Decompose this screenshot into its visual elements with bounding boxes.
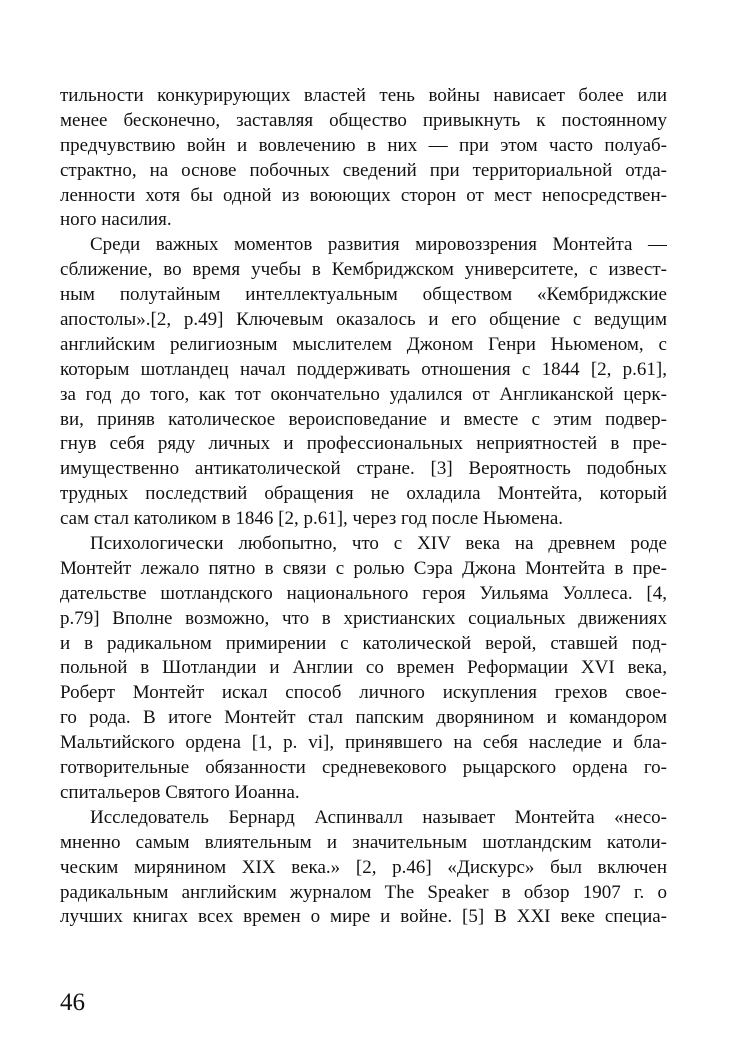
text-line: гнув себя ряду личных и профессиональных неприятностей в пре- — [60, 433, 667, 455]
text-line: дательстве шотландского национального героя Уильяма Уоллеса. [4, — [60, 582, 667, 604]
text-line: английским религиозным мыслителем Джоном Генри Ньюменом, с — [60, 333, 667, 355]
text-line: которым шотландец начал поддерживать отношения с 1844 [2, p.61], — [60, 358, 667, 380]
paragraph-4 — [60, 806, 667, 930]
text-line: ческим мирянином XIX века.» [2, p.46] «Дискурс» был включен — [60, 856, 667, 878]
text-line: предчувствию войн и вовлечению в них — при этом часто полуаб- — [60, 134, 667, 156]
text-line: го рода. В итоге Монтейт стал папским дворянином и командором — [60, 707, 667, 729]
text-line: тильности конкурирующих властей тень войны нависает более или — [60, 85, 667, 106]
text-line: менее бесконечно, заставляя общество привыкнуть к постоянному — [60, 109, 667, 131]
text-line: апостолы».[2, p.49] Ключевым оказалось и его общение с ведущим — [60, 309, 667, 331]
text-line: Среди важных моментов развития мировоззрения Монтейта — — [90, 234, 667, 256]
page-body — [60, 84, 667, 930]
text-line: имущественно антикатолической стране. [3] Вероятность подобных — [60, 458, 667, 480]
text-line: радикальным английским журналом The Speaker в обзор 1907 г. о — [60, 881, 667, 903]
text-line: Мальтийского ордена [1, p. vi], принявшего на себя наследие и бла- — [60, 732, 667, 754]
text-line: ленности хотя бы одной из воюющих сторон от мест непосредствен- — [60, 184, 667, 206]
page-number: 46 — [60, 989, 85, 1016]
text-line: Психологически любопытно, что с XIV века на древнем роде — [90, 533, 667, 555]
text-line: страктно, на основе побочных сведений при территориальной отда- — [60, 159, 667, 181]
text-line: ви, приняв католическое вероисповедание и вместе с этим подвер- — [60, 408, 667, 430]
text-line: польной в Шотландии и Англии со времен Реформации XVI века, — [60, 657, 667, 679]
text-line: сам стал католиком в 1846 [2, p.61], через год после Ньюмена. — [60, 508, 564, 530]
text-line: сближение, во время учебы в Кембриджском университете, с извест- — [60, 259, 667, 281]
paragraph-1 — [60, 84, 667, 233]
text-line: p.79] Вполне возможно, что в христианских социальных движениях — [60, 607, 667, 629]
text-line: готворительные обязанности средневекового рыцарского ордена го- — [60, 757, 667, 779]
paragraph-2 — [60, 233, 667, 532]
paragraph-3 — [60, 532, 667, 806]
text-line: лучших книгах всех времен о мире и войне. [5] В XXI веке специа- — [60, 906, 667, 928]
text-line: Исследователь Бернард Аспинвалл называет Монтейта «несо- — [90, 806, 667, 828]
text-line: ным полутайным интеллектуальным обществом «Кембриджские — [60, 284, 667, 306]
text-line: ного насилия. — [60, 209, 172, 231]
text-line: Роберт Монтейт искал способ личного искупления грехов свое- — [60, 682, 667, 704]
text-line: мненно самым влиятельным и значительным шотландским католи- — [60, 831, 667, 853]
text-line: Монтейт лежало пятно в связи с ролью Сэра Джона Монтейта в пре- — [60, 557, 667, 579]
text-line: спитальеров Святого Иоанна. — [60, 781, 300, 803]
text-line: за год до того, как тот окончательно удалился от Англиканской церк- — [60, 383, 667, 405]
text-line: и в радикальном примирении с католической верой, ставшей под- — [60, 632, 667, 654]
text-line: трудных последствий обращения не охладила Монтейта, который — [60, 483, 667, 505]
